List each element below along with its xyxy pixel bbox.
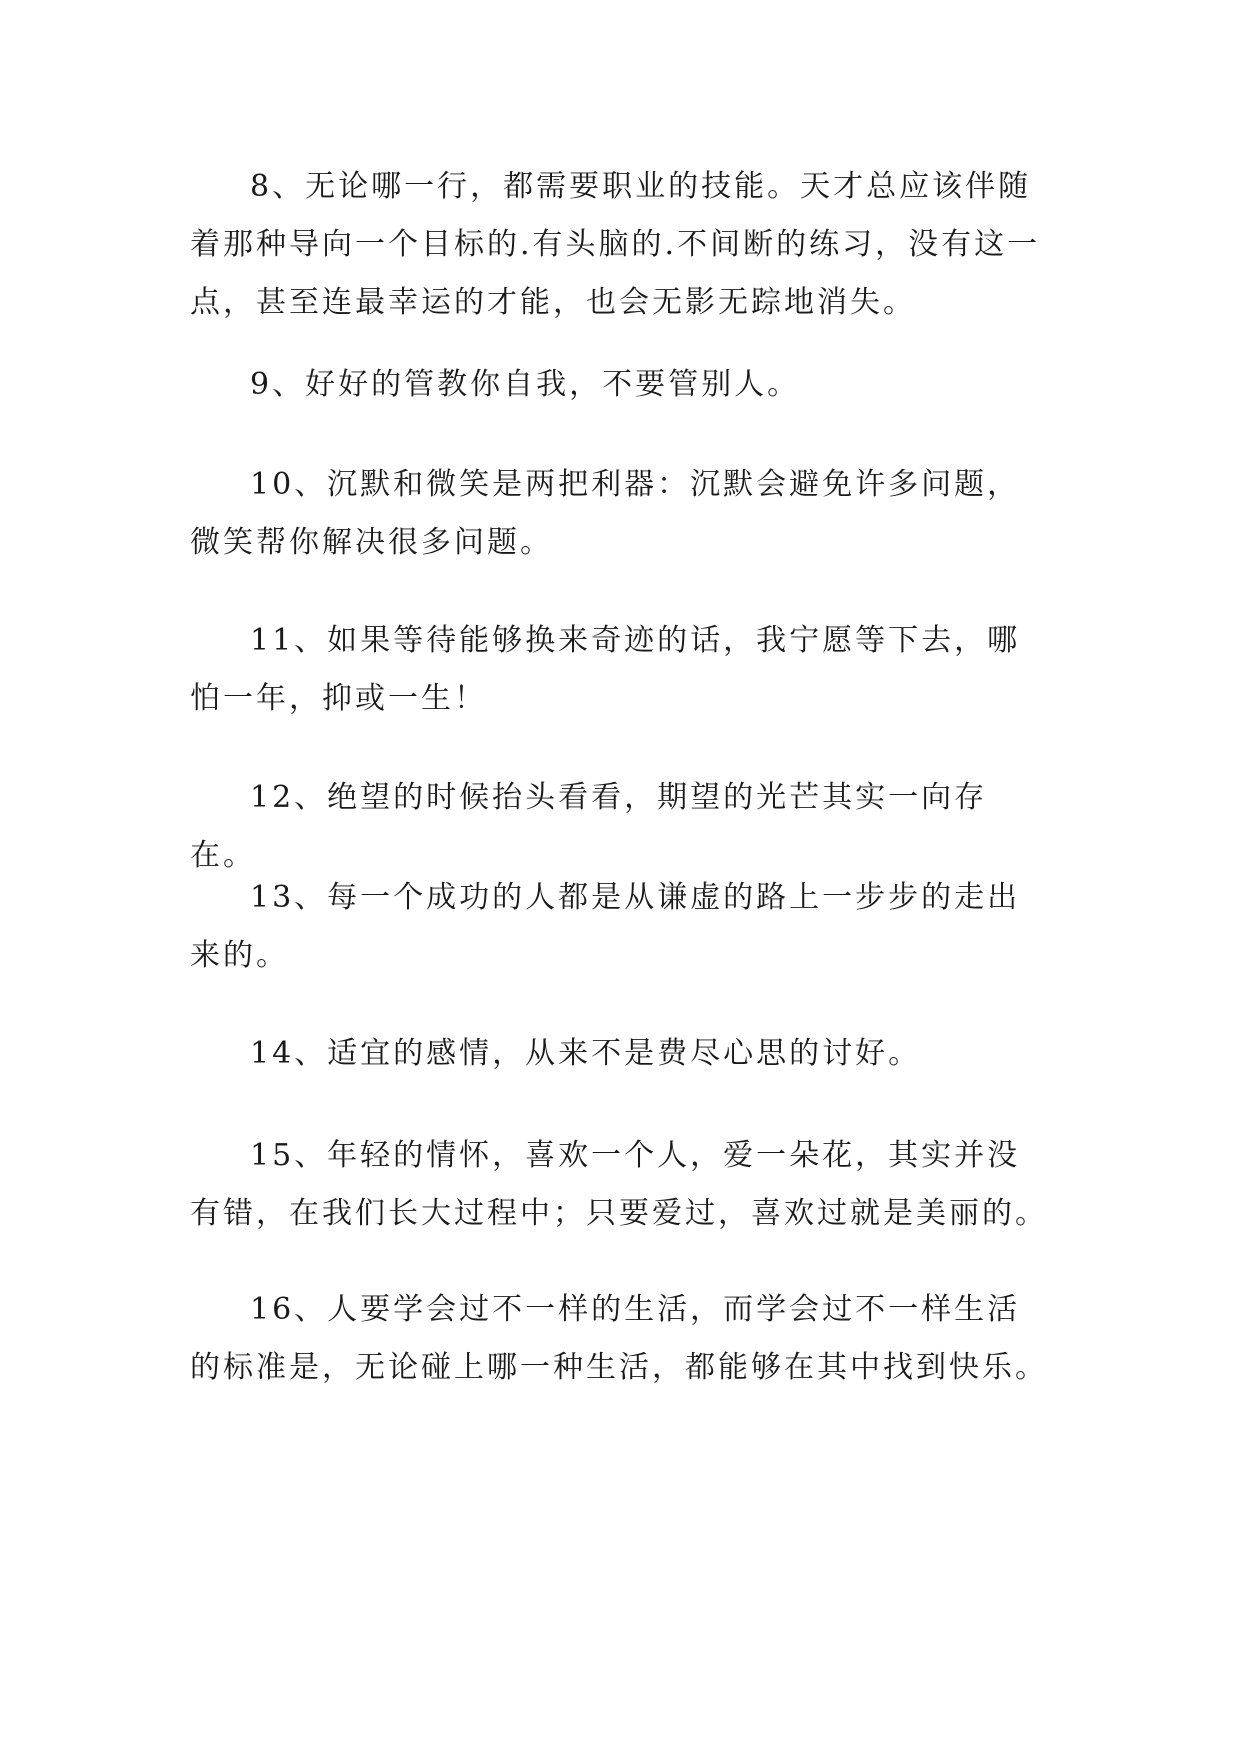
paragraph-16: 16、人要学会过不一样的生活，而学会过不一样生活的标准是，无论碰上哪一种生活，都能够在其中找到快乐。	[190, 1292, 1048, 1385]
paragraph-9: 9、好好的管教你自我，不要管别人。	[250, 367, 801, 402]
paragraph-14: 14、适宜的感情，从来不是费尽心思的讨好。	[250, 1036, 922, 1071]
paragraph-11: 11、如果等待能够换来奇迹的话，我宁愿等下去，哪怕一年，抑或一生！	[190, 623, 1021, 716]
paragraph-13: 13、每一个成功的人都是从谦虚的路上一步步的走出来的。	[190, 880, 1021, 973]
paragraph-8: 8、无论哪一行，都需要职业的技能。天才总应该伴随着那种导向一个目标的.有头脑的.不间断的练习，没有这一点，甚至连最幸运的才能，也会无影无踪地消失。	[190, 169, 1041, 320]
paragraph-15: 15、年轻的情怀，喜欢一个人，爱一朵花，其实并没有错，在我们长大过程中；只要爱过，喜欢过就是美丽的。	[190, 1138, 1048, 1231]
paragraph-12: 12、绝望的时候抬头看看，期望的光芒其实一向存在。	[190, 780, 988, 873]
paragraph-10: 10、沉默和微笑是两把利器：沉默会避免许多问题，微笑帮你解决很多问题。	[190, 467, 1021, 560]
